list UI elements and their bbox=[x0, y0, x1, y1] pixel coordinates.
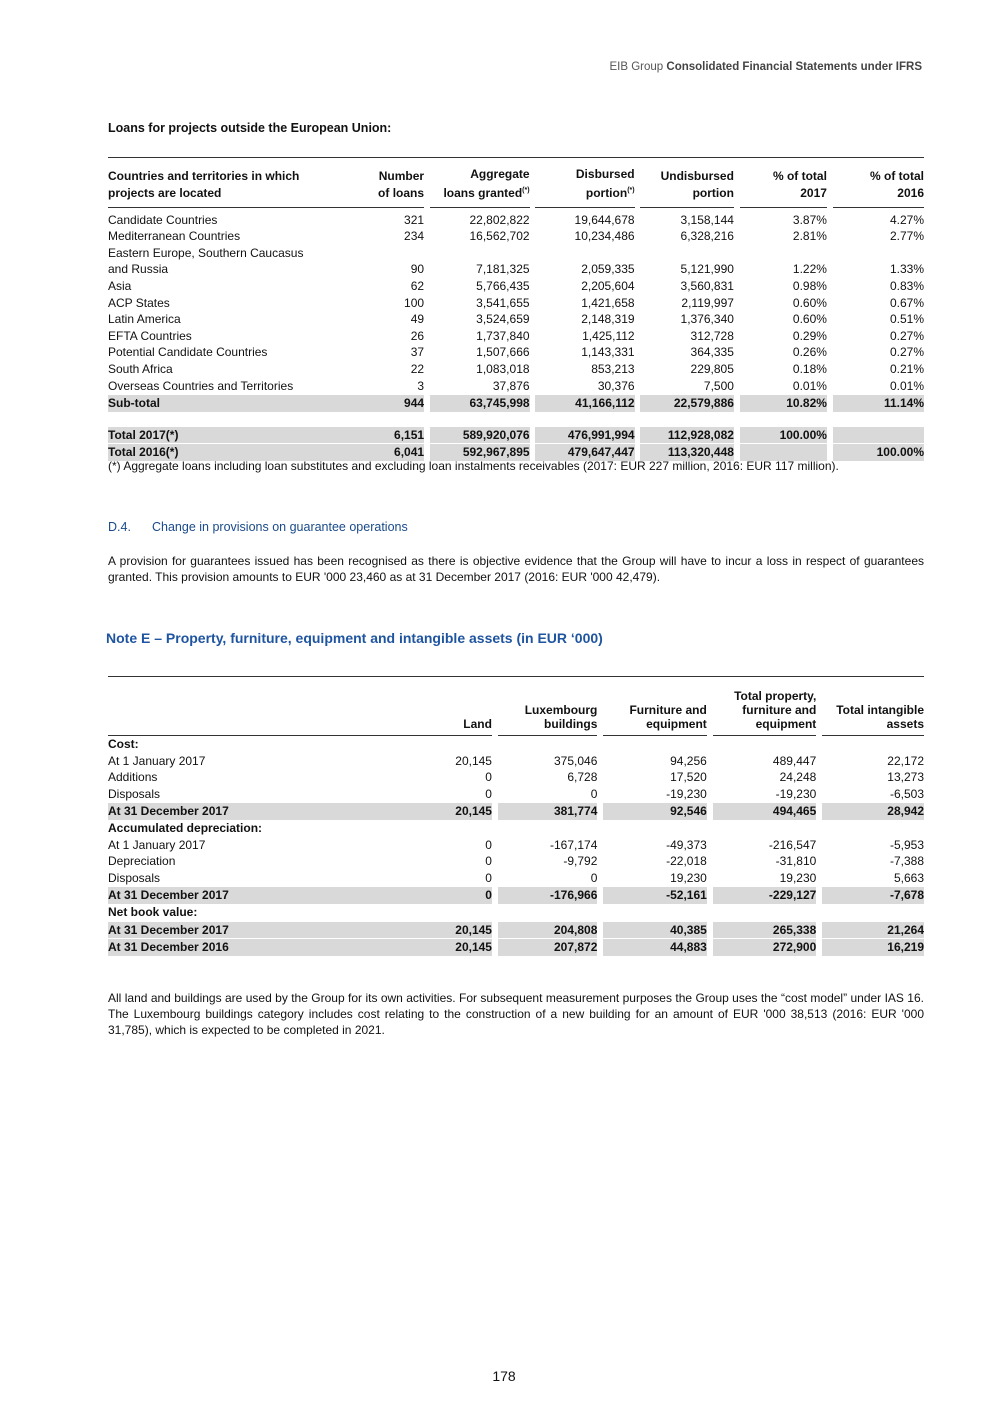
col-lux: Luxembourg buildings bbox=[498, 677, 598, 736]
table-row: EFTA Countries 26 1,737,840 1,425,112 312,728 0.29% 0.27% bbox=[108, 328, 924, 343]
note-e-title: Note E – Property, furniture, equipment and intangible assets (in EUR ‘000) bbox=[106, 630, 603, 646]
note-e-paragraph: All land and buildings are used by the Group for its own activities. For subsequent measurement purposes the Group uses the “cost model” under IAS 16. The Luxembourg buildings category includes cost relating to the construction of a new building for an amount of EUR '000 38,513 (2016: EUR '000 31,785), which is expected to be completed in 2021. bbox=[108, 991, 924, 1037]
table-row: ACP States 100 3,541,655 1,421,658 2,119,997 0.60% 0.67% bbox=[108, 295, 924, 310]
col-number: Number of loans bbox=[366, 158, 424, 208]
d4-number: D.4. bbox=[108, 520, 131, 534]
table-row: and Russia 90 7,181,325 2,059,335 5,121,990 1.22% 1.33% bbox=[108, 262, 924, 277]
table-row: Eastern Europe, Southern Caucasus bbox=[108, 245, 304, 260]
table-row: Asia 62 5,766,435 2,205,604 3,560,831 0.98% 0.83% bbox=[108, 279, 924, 294]
d4-heading bbox=[108, 520, 408, 534]
col-disbursed: Disbursed portion(*) bbox=[535, 158, 634, 208]
depreciation-total-row: At 31 December 2017 0 -176,966 -52,161 -229,127 -7,678 bbox=[108, 888, 924, 903]
page-number: 178 bbox=[492, 1368, 516, 1384]
table-row: Candidate Countries 321 22,802,822 19,644,678 3,158,144 3.87% 4.27% bbox=[108, 212, 924, 227]
d4-title: Change in provisions on guarantee operations bbox=[152, 520, 408, 534]
table-row: Overseas Countries and Territories 3 37,876 30,376 7,500 0.01% 0.01% bbox=[108, 378, 924, 393]
ppe-header-row bbox=[108, 677, 924, 736]
table-row: South Africa 22 1,083,018 853,213 229,805 0.18% 0.21% bbox=[108, 362, 924, 377]
header-title: Consolidated Financial Statements under IFRS bbox=[666, 61, 922, 73]
col-furniture: Furniture and equipment bbox=[603, 677, 707, 736]
col-pct2016: % of total 2016 bbox=[833, 158, 924, 208]
col-undisbursed: Undisbursed portion bbox=[640, 158, 734, 208]
table-row: Disposals 0 0 -19,230 -19,230 -6,503 bbox=[108, 786, 924, 801]
table-row: Additions 0 6,728 17,520 24,248 13,273 bbox=[108, 770, 924, 785]
loans-header-row bbox=[108, 158, 924, 208]
total-2016-row: Total 2016(*) 6,041 592,967,895 479,647,447 113,320,448 100.00% bbox=[108, 445, 924, 460]
depreciation-label-row: Accumulated depreciation: bbox=[108, 820, 263, 835]
col-intangible: Total intangible assets bbox=[822, 677, 924, 736]
col-aggregate: Aggregate loans granted(*) bbox=[430, 158, 530, 208]
subtotal-row: Sub-total 944 63,745,998 41,166,112 22,579,886 10.82% 11.14% bbox=[108, 396, 924, 411]
ppe-table bbox=[108, 676, 924, 956]
nbv-2016-row: At 31 December 2016 20,145 207,872 44,883 272,900 16,219 bbox=[108, 940, 924, 955]
loans-table bbox=[108, 157, 924, 461]
loans-footnote: (*) Aggregate loans including loan substitutes and excluding loan instalments receivables (2017: EUR 227 million, 2016: EUR 117 million). bbox=[108, 459, 839, 473]
col-pct2017: % of total 2017 bbox=[740, 158, 827, 208]
table-row: Latin America 49 3,524,659 2,148,319 1,376,340 0.60% 0.51% bbox=[108, 312, 924, 327]
cost-label-row: Cost: bbox=[108, 737, 139, 751]
loans-section-title: Loans for projects outside the European Union: bbox=[108, 121, 392, 135]
table-row: Disposals 0 0 19,230 19,230 5,663 bbox=[108, 870, 924, 885]
table-row: Mediterranean Countries 234 16,562,702 10,234,486 6,328,216 2.81% 2.77% bbox=[108, 229, 924, 244]
cost-total-row: At 31 December 2017 20,145 381,774 92,546 494,465 28,942 bbox=[108, 804, 924, 819]
total-2017-row: Total 2017(*) 6,151 589,920,076 476,991,994 112,928,082 100.00% bbox=[108, 426, 924, 444]
nbv-label-row: Net book value: bbox=[108, 904, 198, 919]
nbv-2017-row: At 31 December 2017 20,145 204,808 40,385 265,338 21,264 bbox=[108, 921, 924, 939]
col-country: Countries and territories in which projects are located bbox=[108, 158, 366, 208]
table-row: At 1 January 2017 20,145 375,046 94,256 489,447 22,172 bbox=[108, 753, 924, 768]
col-land: Land bbox=[389, 677, 492, 736]
page-header bbox=[609, 61, 922, 73]
table-row: At 1 January 2017 0 -167,174 -49,373 -216,547 -5,953 bbox=[108, 837, 924, 852]
d4-paragraph: A provision for guarantees issued has been recognised as there is objective evidence that the Group will have to incur a loss in respect of guarantees granted. This provision amounts to EUR '000 23,460 as at 31 December 2017 (2016: EUR '000 42,479). bbox=[108, 554, 924, 584]
table-row: Depreciation 0 -9,792 -22,018 -31,810 -7,388 bbox=[108, 854, 924, 869]
header-prefix: EIB Group bbox=[609, 61, 664, 73]
table-row: Potential Candidate Countries 37 1,507,666 1,143,331 364,335 0.26% 0.27% bbox=[108, 345, 924, 360]
col-total-ppe: Total property, furniture and equipment bbox=[713, 677, 817, 736]
